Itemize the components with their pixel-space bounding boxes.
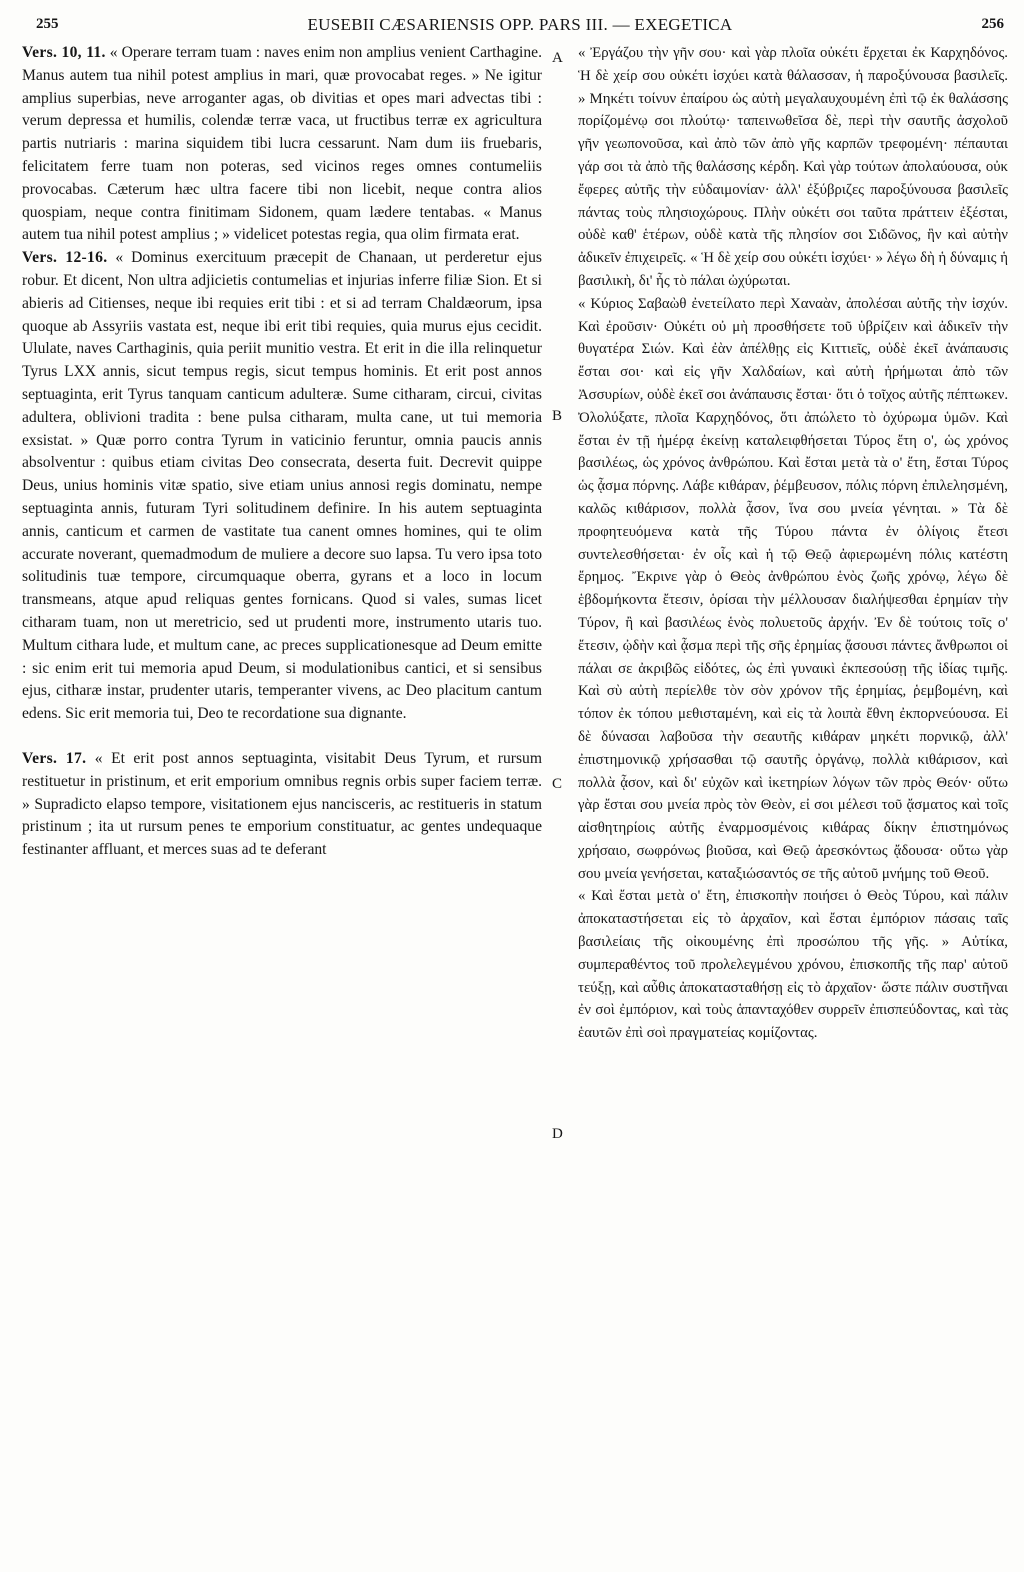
greek-paragraph: « Καὶ ἔσται μετὰ ο' ἔτη, ἐπισκοπὴν ποιήσει ὁ Θεὸς Τύρου, καὶ πάλιν ἀποκαταστήσεται εἰς τὸ ἀρχαῖον, καὶ ἔσται ἐμπόριον πάσαις ταῖς βασιλείαις τῆς οἰκουμένης ἐπὶ προσώπου τῆς γῆς. » Αὐτίκα, συμπεραθέντος τοῦ προλελεγμένου χρόνου, ἐπισκοπῆς τῆς παρ' αὐτοῦ τεύξῃ, καὶ αὖθις ἀποκατασταθήσῃ εἰς τὸ ἀρχαῖον· ὥστε πάλιν συστῆναι ἐν σοὶ ἐμπόριον, καὶ τοὺς ἁπανταχόθεν συρρεῖν ἐπισπεύδοντας, καὶ τὰς ἑαυτῶν ἐπὶ σοὶ πραγματείας κομίζοντας. — [578, 888, 1008, 1042]
paragraph-text: « Et erit post annos septuaginta, visitabit Deus Tyrum, et rursum restituetur in pristinum, et erit emporium omnibus regnis orbis super faciem terræ. » Supradicto elapso tempore, visitationem ejus nancisceris, ac restitueris in statum pristinum ; ita ut rursum penes te emporium constituatur, ac gentes undequaque festinanter affluant, et merces suas ad te deferant — [22, 749, 542, 859]
left-page-number: 255 — [36, 16, 59, 32]
latin-column — [22, 42, 542, 862]
greek-paragraph: « Κύριος Σαβαὼθ ἐνετείλατο περὶ Χαναὰν, ἀπολέσαι αὐτῆς τὴν ἰσχύν. Καὶ ἐροῦσιν· Οὐκέτι οὐ μὴ προσθήσετε τοῦ ὑβρίζειν καὶ ἀδικεῖν τὴν θυγατέρα Σιών. Καὶ ἐὰν ἀπέλθῃς εἰς Κιττιεῖς, οὐδὲ ἐκεῖ ἀνάπαυσις ἔσται σοι· καὶ εἰς γῆν Χαλδαίων, καὶ αὐτὴ ἠρήμωται ἀπὸ τῶν Ἀσσυρίων, οὐδὲ ἐκεῖ σοι ἀνάπαυσις ἔσται· ὅτι ὁ τοῖχος αὐτῆς πέπτωκεν. Ὀλολύξατε, πλοῖα Καρχηδόνος, ὅτι ἀπώλετο τὸ ὀχύρωμα ὑμῶν. Καὶ ἔσται ἐν τῇ ἡμέρᾳ ἐκείνῃ καταλειφθήσεται Τύρος ἔτη ο', ὡς χρόνος βασιλέως, ὡς χρόνος ἀνθρώπου. Καὶ ἔσται μετὰ τὰ ο' ἔτη, ἔσται Τύρος ὡς ᾆσμα πόρνης. Λάβε κιθάραν, ῥέμβευσον, πόλις πόρνη ἐπιλελησμένη, καλῶς κιθάρισον, πολλὰ ᾆσον, ἵνα σου μνεία γένηται. » Τὰ δὲ προφητευόμενα κατὰ τῆς Τύρου πάντα ἐν ὀλίγοις ἔτεσι συντελεσθήσεται· ἐν οἷς καὶ ἡ τῷ Θεῷ ἀφιερωμένη πόλις κατέστη ἔρημος. Ἔκρινε γὰρ ὁ Θεὸς ἀνθρώπου ἑνὸς ζωῆς χρόνῳ, λέγω δὲ ἑβδομήκοντα ἔτεσιν, ὁρίσαι τὴν μέλλουσαν διαλήψεσθαι ἐρημίαν τὴν Τύρον, ἢ καὶ βασιλέως ἑνὸς πολυετοῦς ἀρχήν. Ἐν δὲ τούτοις τοῖς ο' ἔτεσιν, ᾠδὴν καὶ ᾆσμα περὶ τῆς σῆς ἐρημίας ᾄσουσι πάντες ἄνθρωποι οἱ πάλαι σε ἀκριβῶς εἰδότες, ὡς ἐπὶ γυναικὶ ἐκπεσούσῃ τῆς ἰδίας τιμῆς. Καὶ σὺ αὐτὴ περίελθε τὸν σὸν χρόνον τῆς ἐρημίας, ῥεμβομένη, καὶ τόπον ἐκ τόπου μεθισταμένη, καὶ εἰς τὰ λοιπὰ ἔθνη ἐκπορνεύουσα. Εἰ δὲ δύνασαι λαβοῦσα τὴν σεαυτῆς κιθάραν μηκέτι πορνικῷ, ἀλλ' ἐπιστημονικῷ χρήσασθαι τῷ σαυτῆς ὀργάνῳ, πολλὰ κιθάρισον, καὶ πολλὰ ᾆσον, καὶ δι' εὐχῶν καὶ ἱκετηρίων λόγων τῶν πρὸς Θεόν· οὕτω γὰρ ἔσται σου μνεία πρὸς τὸν Θεὸν, εἰ σοι μέλεσι τοῦ ᾄσματος καὶ τοῖς αἰσθητηρίοις αὐτῆς ἐναρμοσμένοις κιθάρας δίκην ἐπιστημόνως χρήσαιο, σωφρόνως βιοῦσα, καὶ Θεῷ ἀρεσκόντως ᾄδουσα· οὕτω γὰρ σου μνεία γενήσεται, καταξιώσαντός σε τῆς αὐτοῦ μνήμης τοῦ Θεοῦ. — [578, 295, 1009, 882]
section-marker-d: D — [552, 1126, 563, 1142]
greek-paragraph: « Ἐργάζου τὴν γῆν σου· καὶ γὰρ πλοῖα οὐκέτι ἔρχεται ἐκ Καρχηδόνος. Ἡ δὲ χείρ σου οὐκέτι ἰσχύει κατὰ θάλασσαν, ἡ παροξύνουσα βασιλεῖς. » Μηκέτι τοίνυν ἐπαίρου ὡς αὐτὴ μεγαλαυχουμένη ἐπὶ τῷ ἐκ θαλάσσης πορίζομένῳ σοι πλούτῳ· ταπεινωθεῖσα δὲ, περὶ τὴν σαυτῆς ἀσχολοῦ γῆν γεωπονοῦσα, καὶ ἀπὸ τῶν ἀπὸ γῆς καρπῶν τρεφομένη· πέπαυται γάρ σοι τὰ ἀπὸ τῆς θαλάσσης κέρδη. Καὶ γὰρ τούτων ἀπολαύουσα, οὐκ ἔφερες αὐτῆς τὴν εὐδαιμονίαν· ἀλλ' ἐξύβριζες παροξύνουσα βασιλεῖς πάντας τοὺς πλησιοχώρους. Πλὴν οὐκέτι σοι ταῦτα πράττειν ἐξέσται, οὐδὲ καθ' ἑτέρων, οὐδὲ κατὰ τῆς πλησίον σοι Σιδῶνος, ἣν καὶ αὐτὴν ἀδικεῖν ἐπιχειρεῖς. « Ἡ δὲ χείρ σου οὐκέτι ἰσχύει· » λέγω δὴ ἡ δύναμις ἡ βασιλικὴ, δι' ἧς τὸ πάλαι ὠχύρωται. — [578, 45, 1008, 289]
right-page-number: 256 — [981, 16, 1004, 32]
latin-paragraph — [22, 748, 542, 862]
section-marker-c: C — [552, 776, 563, 792]
section-marker-a: A — [552, 50, 563, 66]
latin-paragraph — [22, 42, 542, 247]
section-marker-b: B — [552, 408, 563, 424]
verse-reference: Vers. 12-16. — [22, 249, 108, 267]
greek-column — [578, 42, 1008, 1045]
paragraph-text: « Operare terram tuam : naves enim non amplius venient Carthagine. Manus autem tua nihil potest amplius in mari, quæ provocabat reges. » Ne igitur amplius superbias, neve arroganter agas, ob divitias et opes mari advectas tibi : verum depressa et humilis, colendæ terræ vaca, ut fructibus terræ ex agricultura partis nutriaris : marina siquidem tibi lucra cessarunt. Nam dum iis fruebaris, felicitatem ferre tuam non poteras, sed vicinos reges omnes contumeliis provocabas. Cæterum hæc ultra facere tibi non licebit, neque contra alios quospiam, neque contra finitimam Sidonem, quam lædere tentabas. « Manus autem tua nihil potest amplius ; » videlicet potestas regia, qua olim firmata erat. — [22, 44, 542, 244]
running-header — [36, 12, 1004, 40]
verse-reference: Vers. 17. — [22, 749, 87, 767]
running-title: EUSEBII CÆSARIENSIS OPP. PARS III. — EXEGETICA — [307, 15, 733, 34]
paragraph-text: « Dominus exercituum præcepit de Chanaan, ut perderetur ejus robur. Et dicent, Non ultra adjicietis contumelias et injurias inferre filiæ Sion. Et si abieris ad Citienses, neque ibi requies erit tibi : et si ad terram Chaldæorum, ipsa quoque ab Assyriis vastata est, neque ibi erit tibi requies, quia murus ejus cecidit. Ululate, naves Carthaginis, quia periit munitio vestra. Et erit in die illa relinquetur Tyrus LXX annis, sicut tempus regis, sicut tempus hominis. Et erit post annos septuaginta, erit Tyrus tanquam canticum adulteræ. Sume citharam, circui, civitas adultera, oblivioni tradita : bene pulsa citharam, multa cane, ut tui memoria exsistat. » Quæ porro contra Tyrum in vaticinio feruntur, omnia paucis annis absolventur : quibus etiam civitas Deo consecrata, deserta fuit. Decrevit quippe Deus, unius hominis vitæ spatio, sive etiam unius annosi regis dominatu, nempe septuaginta annis, futuram Tyri solitudinem definire. In his autem septuaginta annis, canticum et carmen de vastitate tua canent omnes homines, qui te olim accurate noverant, quemadmodum de muliere a decore suo lapsa. Tu vero ipsa toto solitudinis tuæ tempore, circumquaque oberra, gyrans et a loco in locum transmeans, atque apud reliquas gentes fornicans. Quod si vales, sumas licet citharam tuam, non ut meretricio, sed ut prudenti more, instrumento utaris tuo. Multum cithara lude, et multum cane, ac preces supplicationesque ad Deum emitte : sic enim erit tui memoria apud Deum, si modulationibus cantici, et si sensibus ejus, citharæ instar, prudenter utaris, temperanter vivens, ac Deo placitum cantum edens. Sic erit memoria tui, Deo te recordatione sua dignante. — [22, 249, 542, 723]
verse-reference: Vers. 10, 11. — [22, 44, 106, 61]
latin-paragraph — [22, 247, 542, 726]
